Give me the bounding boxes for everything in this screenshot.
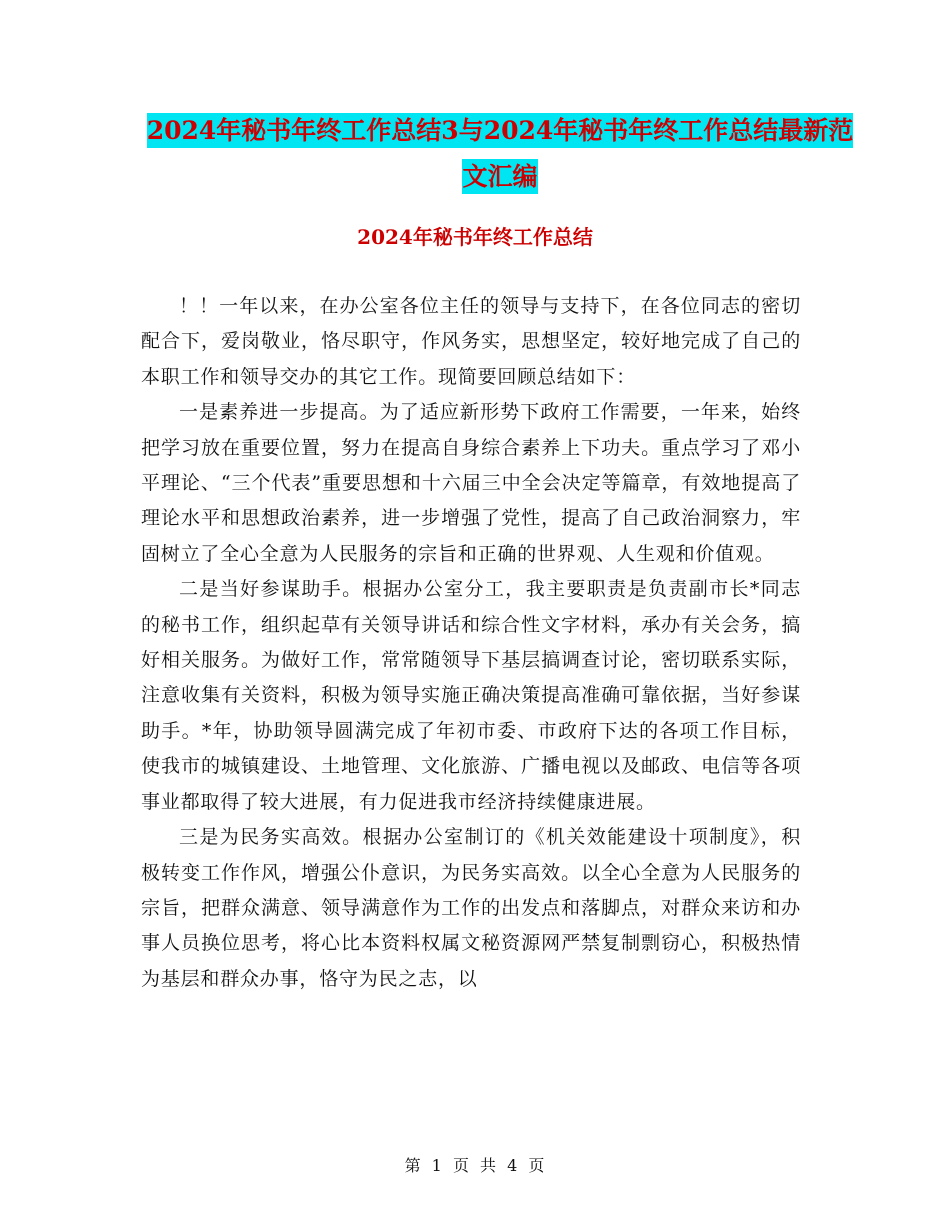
- paragraph-point-2: 二是当好参谋助手。根据办公室分工，我主要职责是负责副市长*同志的秘书工作，组织起草有关领导讲话和综合性文字材料，承办有关会务，搞好相关服务。为做好工作，常常随领导下基层搞调查讨论，密切联系实际，注意收集有关资料，积极为领导实施正确决策提高准确可靠依据，当好参谋助手。*年，协助领导圆满完成了年初市委、市政府下达的各项工作目标，使我市的城镇建设、土地管理、文化旅游、广播电视以及邮政、电信等各项事业都取得了较大进展，有力促进我市经济持续健康进展。: [141, 578, 801, 813]
- document-title: [140, 108, 860, 200]
- paragraph-point-3: 三是为民务实高效。根据办公室制订的《机关效能建设十项制度》，积极转变工作作风，增强公仆意识，为民务实高效。以全心全意为人民服务的宗旨，把群众满意、领导满意作为工作的出发点和落脚点，对群众来访和办事人员换位思考，将心比本资料权属文秘资源网严禁复制剽窃心，积极热情为基层和群众办事，恪守为民之志，以: [141, 826, 801, 990]
- document-body: [141, 289, 801, 997]
- paragraph-intro: ！！一年以来，在办公室各位主任的领导与支持下，在各位同志的密切配合下，爱岗敬业，恪尽职守，作风务实，思想坚定，较好地完成了自己的本职工作和领导交办的其它工作。现简要回顾总结如下：: [141, 295, 801, 388]
- document-title-text: 2024年秘书年终工作总结3与2024年秘书年终工作总结最新范文汇编: [147, 113, 854, 194]
- paragraph-point-1: 一是素养进一步提高。为了适应新形势下政府工作需要，一年来，始终把学习放在重要位置，努力在提高自身综合素养上下功夫。重点学习了邓小平理论、“三个代表”重要思想和十六届三中全会决定等篇章，有效地提高了理论水平和思想政治素养，进一步增强了党性，提高了自己政治洞察力，牢固树立了全心全意为人民服务的宗旨和正确的世界观、人生观和价值观。: [141, 401, 801, 565]
- page-footer: 第 1 页 共 4 页: [404, 1156, 546, 1175]
- section-title: 2024年秘书年终工作总结: [357, 225, 593, 249]
